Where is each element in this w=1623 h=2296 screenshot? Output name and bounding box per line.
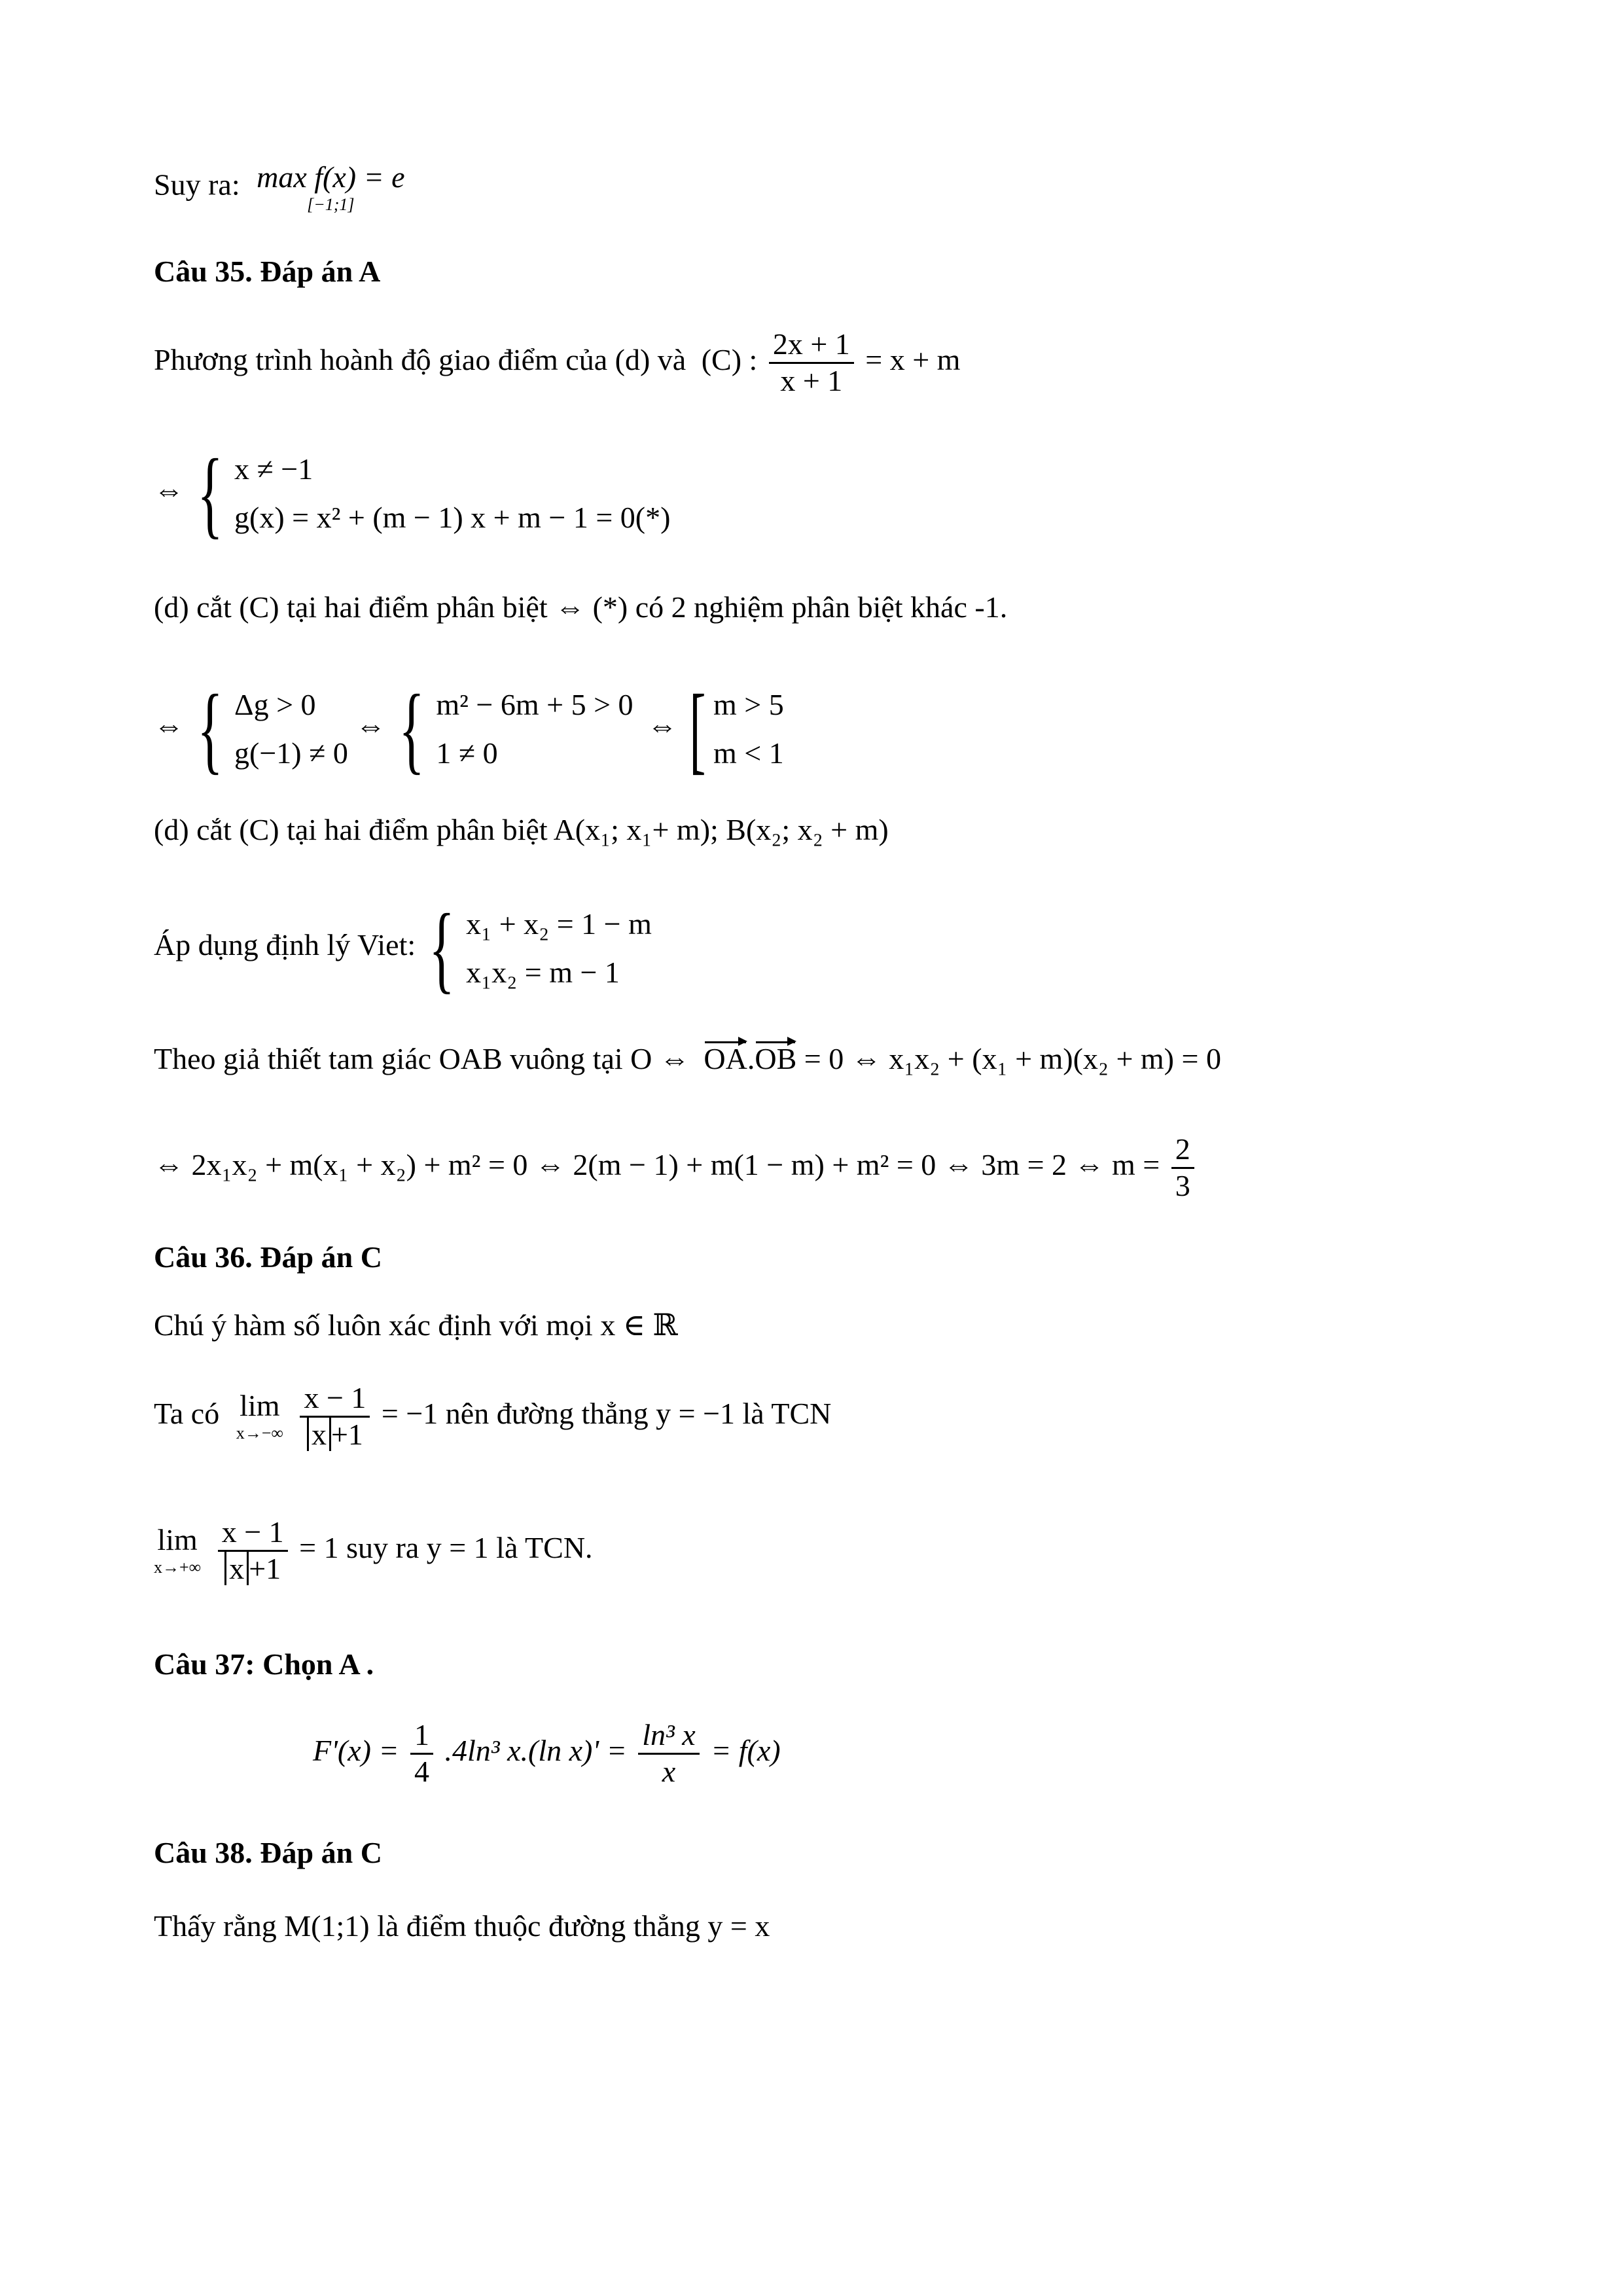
viet-row-a: x₁ + x₂ = 1 − m: [466, 907, 652, 941]
q37-f2-num: ln³ x: [638, 1718, 700, 1755]
den-rest: +1: [249, 1551, 281, 1585]
lim-2: [154, 1525, 201, 1576]
q36-note: Chú ý hàm số luôn xác định với mọi x ∈ ℝ: [154, 1308, 678, 1342]
q36-lim-2: [154, 1515, 593, 1587]
suy-ra-label: Suy ra:: [154, 168, 240, 202]
q35-frac-den: x + 1: [780, 363, 843, 397]
lim-2-under: x→+∞: [154, 1558, 202, 1577]
line-suy-ra: [154, 162, 410, 213]
left-bracket-icon: [: [689, 674, 705, 783]
theo-rest: = 0 ⇔ x₁x₂ + (x₁ + m)(x₂ + m) = 0: [804, 1042, 1221, 1075]
max-expression: [257, 162, 404, 213]
system-2: [234, 681, 348, 777]
q35-final: [154, 1132, 1198, 1204]
q36-lim-1: [154, 1381, 831, 1452]
q35-intro: Phương trình hoành độ giao điểm của (d) và: [154, 342, 687, 376]
lim-2-word: lim: [157, 1523, 198, 1557]
max-math: max f(x) = e: [257, 160, 405, 194]
final-eq: ⇔ 2x₁x₂ + m(x₁ + x₂) + m² = 0 ⇔ 2(m − 1) + m(1 − m) + m² = 0 ⇔ 3m = 2 ⇔ m =: [154, 1147, 1160, 1181]
heading-q37: Câu 37: Chọn A .: [154, 1647, 374, 1681]
viet-label: Áp dụng định lý Viet:: [154, 928, 416, 962]
max-interval: [−1;1]: [307, 195, 355, 214]
q35-theo: Theo giả thiết tam giác OAB vuông tại O ⇔ OA.OB = 0 ⇔ x₁x₂ + (x₁ + m)(x₂ + m) = 0: [154, 1042, 1221, 1075]
system-2-row-a: Δg > 0: [234, 688, 316, 721]
q35-viet: [154, 893, 652, 1003]
equiv-symbol: ⇔: [355, 709, 386, 743]
q38-text: Thấy rằng M(1;1) là điểm thuộc đường thẳng y = x: [154, 1909, 770, 1943]
lim-1-den: [300, 1418, 370, 1452]
viet-system: [466, 900, 652, 996]
system-1-row-b: g(x) = x² + (m − 1) x + m − 1 = 0(*): [234, 500, 671, 534]
q35-systems-2: [154, 674, 784, 783]
lim-1-fraction: [300, 1381, 370, 1452]
lim-1-word: lim: [240, 1389, 280, 1423]
q37-rhs: = f(x): [711, 1733, 781, 1767]
theo-text: Theo giả thiết tam giác OAB vuông tại O ⇔: [154, 1042, 690, 1075]
q35-rhs: = x + m: [865, 342, 961, 376]
left-brace-icon: {: [196, 674, 223, 783]
q35-intro-line: [154, 327, 960, 399]
final-frac-num: 2: [1171, 1132, 1194, 1169]
system-3: [436, 681, 633, 777]
q37-f2-den: x: [662, 1754, 676, 1788]
left-brace-icon: {: [399, 674, 425, 783]
final-fraction: [1171, 1132, 1194, 1204]
equiv-symbol: ⇔: [647, 709, 678, 743]
q35-curve: (C) :: [701, 342, 758, 376]
ta-co: Ta có: [154, 1396, 220, 1430]
system-4: [713, 681, 784, 777]
q35-fraction: [769, 327, 854, 399]
q35-cut-text-b: (d) cắt (C) tại hai điểm phân biệt A(x₁; x₁+ m); B(x₂; x₂ + m): [154, 813, 889, 846]
vector-oa: OA: [704, 1042, 747, 1075]
lim-1-under: x→−∞: [236, 1424, 283, 1443]
q37-mid: .4ln³ x.(ln x)' =: [444, 1733, 627, 1767]
lim-1-rest: = −1 nên đường thẳng y = −1 là TCN: [381, 1396, 832, 1430]
vector-ob: OB: [755, 1042, 797, 1075]
lim-2-num: x − 1: [218, 1515, 288, 1552]
lim-2-fraction: [218, 1515, 288, 1587]
lim-1: [236, 1391, 283, 1442]
abs-x: x: [307, 1418, 331, 1451]
heading-q38: Câu 38. Đáp án C: [154, 1836, 382, 1869]
q35-cut-text-a: (d) cắt (C) tại hai điểm phân biệt ⇔ (*) có 2 nghiệm phân biệt khác -1.: [154, 590, 1008, 624]
left-brace-icon: {: [196, 439, 223, 548]
den-rest: +1: [330, 1417, 363, 1451]
q35-frac-num: 2x + 1: [769, 327, 854, 364]
equiv-symbol: ⇔: [154, 709, 184, 743]
final-frac-den: 3: [1175, 1168, 1190, 1202]
q35-system-1: [154, 439, 671, 548]
system-4-row-a: m > 5: [713, 688, 784, 721]
abs-x: x: [224, 1552, 249, 1585]
lim-2-rest: = 1 suy ra y = 1 là TCN.: [299, 1530, 593, 1564]
q37-f1-den: 4: [414, 1754, 430, 1788]
q37-formula: [313, 1718, 781, 1789]
heading-q36: Câu 36. Đáp án C: [154, 1240, 382, 1274]
system-1-row-a: x ≠ −1: [234, 452, 313, 486]
q37-frac-2: [638, 1718, 700, 1789]
q37-frac-1: [410, 1718, 433, 1789]
q37-f1-num: 1: [410, 1718, 433, 1755]
equiv-symbol: ⇔: [154, 473, 184, 507]
system-2-row-b: g(−1) ≠ 0: [234, 736, 348, 770]
lim-2-den: [218, 1552, 288, 1587]
left-brace-icon: {: [428, 893, 455, 1003]
lim-1-num: x − 1: [300, 1381, 370, 1418]
q37-lhs: F'(x) =: [313, 1733, 399, 1767]
system-1: [234, 445, 670, 541]
system-3-row-b: 1 ≠ 0: [436, 736, 498, 770]
system-3-row-a: m² − 6m + 5 > 0: [436, 688, 633, 721]
system-4-row-b: m < 1: [713, 736, 784, 770]
viet-row-b: x₁x₂ = m − 1: [466, 955, 620, 989]
heading-q35: Câu 35. Đáp án A: [154, 255, 381, 288]
